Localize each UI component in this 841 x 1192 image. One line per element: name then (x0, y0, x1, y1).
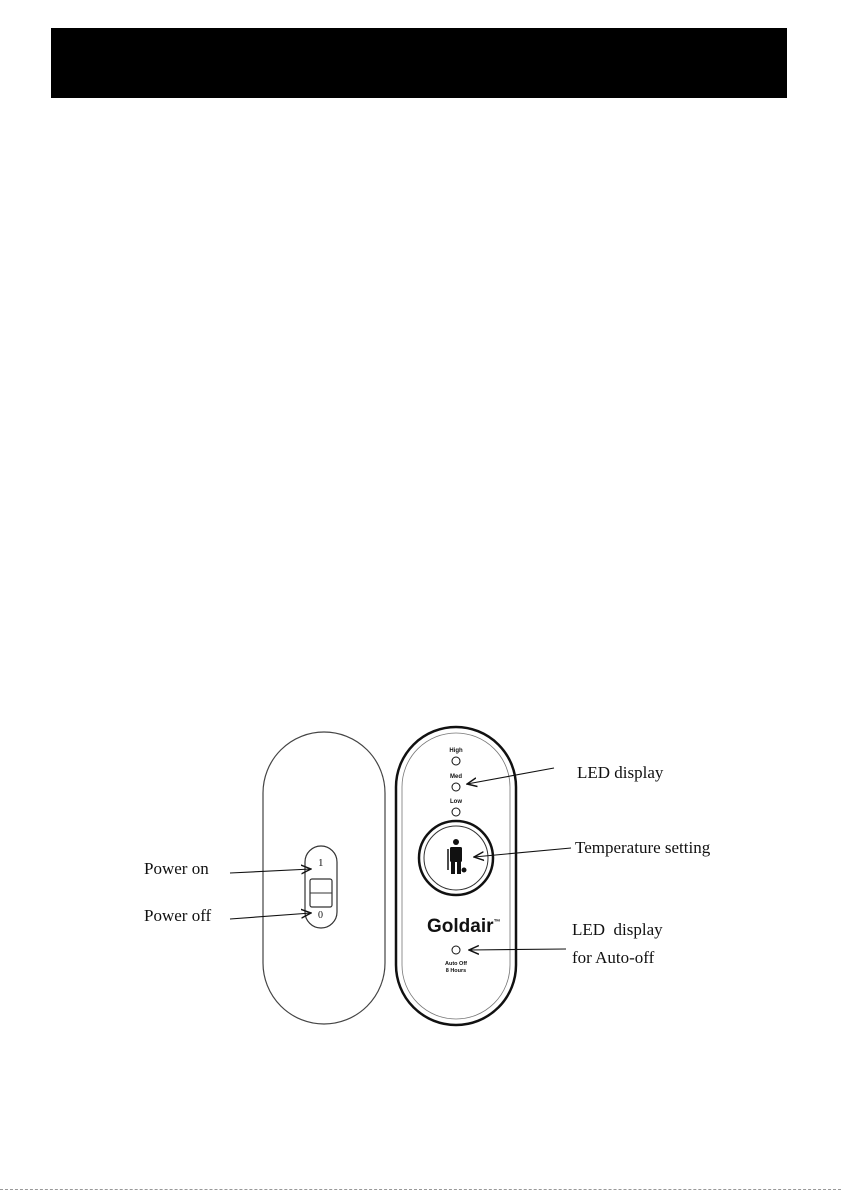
page-bottom-border (0, 1189, 841, 1190)
led-autooff-indicator (452, 946, 460, 954)
brand-logo: Goldair™ (427, 916, 501, 937)
brand-trademark: ™ (493, 919, 501, 926)
led-low-label: Low (450, 799, 462, 805)
led-med-indicator (452, 783, 460, 791)
switch-off-mark: 0 (318, 910, 323, 921)
autooff-label-line1: Auto Off (445, 961, 467, 967)
led-low-indicator (452, 808, 460, 816)
power-on-label: Power on (144, 859, 209, 878)
led-high-indicator (452, 757, 460, 765)
led-display-label: LED display (577, 763, 664, 782)
temperature-setting-label: Temperature setting (575, 838, 711, 857)
led-display-autooff-label-line1: LED display (572, 920, 663, 939)
power-off-label: Power off (144, 906, 212, 925)
autooff-label-line2: 8 Hours (445, 968, 467, 974)
led-display-autooff-label-line2: for Auto-off (572, 948, 655, 967)
led-high-label: High (449, 748, 463, 754)
switch-on-mark: 1 (318, 857, 324, 869)
led-med-label: Med (450, 774, 462, 780)
